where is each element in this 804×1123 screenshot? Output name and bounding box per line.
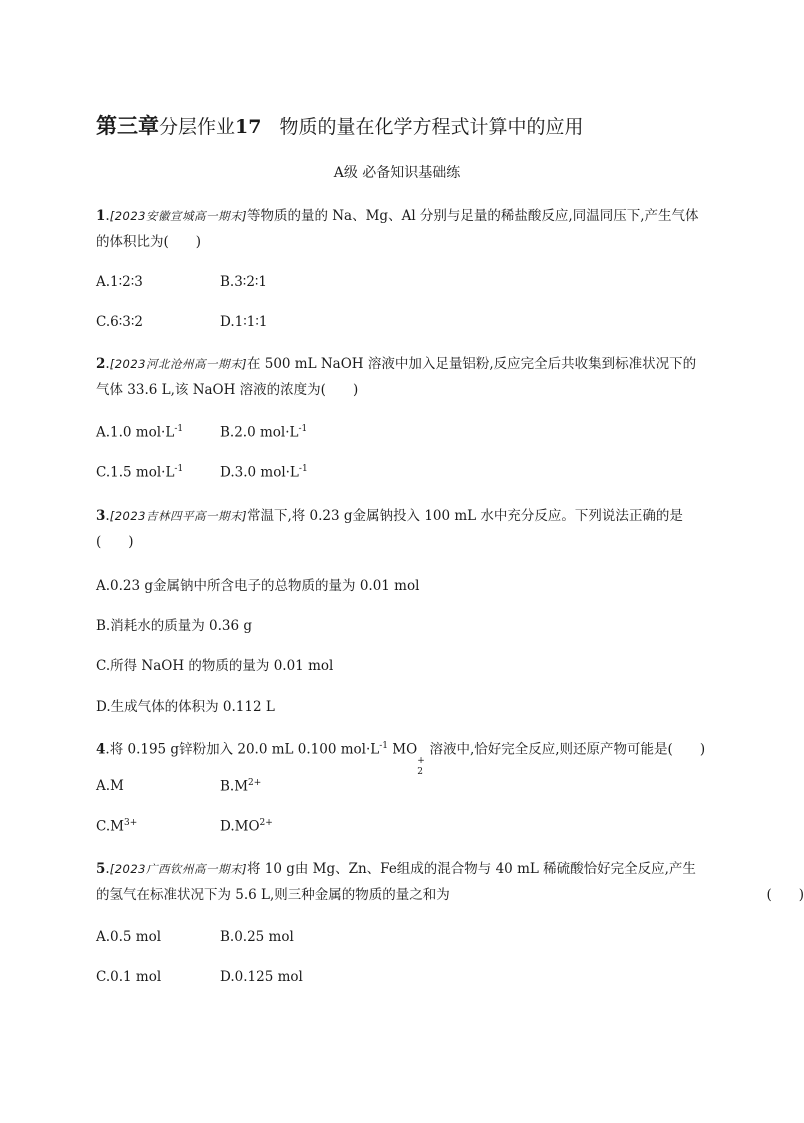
section-heading: A级 必备知识基础练 bbox=[333, 165, 461, 181]
option-d[interactable]: D.生成气体的体积为 0.112 L bbox=[96, 699, 275, 715]
option-b[interactable]: B.2.0 $mol\cdot L^{-1}$ bbox=[220, 424, 308, 441]
layer-label: 分层作业 bbox=[159, 116, 236, 138]
question-2: 2.[2023河北沧州高一期末]在 500 mL NaOH 溶液中加入足量铝粉,反应完全后共收集到标准状况下的气体 33.6 L,该 NaOH 溶液的浓度为( ) bbox=[96, 356, 697, 398]
question-3: 3.[2023吉林四平高一期末]常温下,将 0.23 g金属钠投入 100 mL 水中充分反应。下列说法正确的是( ) bbox=[96, 508, 683, 550]
option-d[interactable]: D.0.125 mol bbox=[220, 969, 303, 985]
option-c[interactable]: C.所得 NaOH 的物质的量为 0.01 mol bbox=[96, 658, 334, 674]
ion-formula: MO bbox=[388, 741, 418, 758]
question-source: [2023吉林四平高一期末] bbox=[109, 509, 247, 523]
question-text: 将 10 g由 Mg、Zn、Fe组成的混合物与 40 mL 稀硫酸恰好完全反应,产生的氢气在标准状况下为 5.6 L,则三种金属的物质的量之和为 bbox=[96, 861, 696, 903]
question-1: 1.[2023安徽宣城高一期末]等物质的量的 Na、Mg、Al 分别与足量的稀盐酸反应,同温同压下,产生气体的体积比为( ) bbox=[96, 208, 699, 250]
answer-paren: ( ) bbox=[766, 887, 804, 903]
chapter-label: 第三章 bbox=[96, 113, 159, 138]
option-d[interactable]: D.3.0 $mol\cdot L^{-1}$ bbox=[220, 464, 308, 481]
option-a[interactable]: A.0.5 mol bbox=[96, 929, 162, 945]
question-text: 在 500 mL NaOH 溶液中加入足量铝粉,反应完全后共收集到标准状况下的气体 33.6 L,该 NaOH 溶液的浓度为( ) bbox=[96, 356, 697, 398]
question-source: [2023河北沧州高一期末] bbox=[109, 357, 247, 371]
option-d[interactable]: D.1∶1∶1 bbox=[220, 314, 268, 330]
question-number: 1 bbox=[96, 208, 106, 224]
option-c[interactable]: C.6∶3∶2 bbox=[96, 314, 143, 330]
question-source: [2023广西钦州高一期末] bbox=[109, 862, 247, 876]
option-a[interactable]: A.M bbox=[96, 778, 124, 794]
question-number: 4 bbox=[96, 741, 106, 758]
option-b[interactable]: $B.M^{2+}$ bbox=[220, 778, 262, 795]
question-text-part-2: 溶液中,恰好完全反应,则还原产物可能是( ) bbox=[425, 741, 706, 758]
option-b[interactable]: B.0.25 mol bbox=[220, 929, 294, 945]
question-text: 常温下,将 0.23 g金属钠投入 100 mL 水中充分反应。下列说法正确的是( ) bbox=[96, 508, 683, 550]
page-title bbox=[96, 110, 583, 140]
option-b[interactable]: B.消耗水的质量为 0.36 g bbox=[96, 618, 252, 634]
question-number: 2 bbox=[96, 356, 106, 372]
question-source: [2023安徽宣城高一期末] bbox=[109, 209, 247, 223]
option-c[interactable]: C.0.1 mol bbox=[96, 969, 162, 985]
topic-title: 物质的量在化学方程式计算中的应用 bbox=[279, 116, 584, 138]
question-4: 4.将 0.195 g锌粉加入 20.0 mL 0.100 $mol\cdot L^{-1}$ MO + 2 溶液中,恰好完全反应,则还原产物可能是( ) bbox=[96, 741, 706, 777]
option-b[interactable]: B.3∶2∶1 bbox=[220, 274, 268, 290]
option-c[interactable]: $C.M^{3+}$ bbox=[96, 818, 138, 835]
option-a[interactable]: A.1∶2∶3 bbox=[96, 274, 143, 290]
question-number: 3 bbox=[96, 508, 106, 524]
option-a[interactable]: A.1.0 $mol\cdot L^{-1}$ bbox=[96, 424, 184, 441]
option-a[interactable]: A.0.23 g金属钠中所含电子的总物质的量为 0.01 mol bbox=[96, 578, 420, 594]
unit-superscript: -1 bbox=[379, 741, 388, 751]
question-text-part-1: 将 0.195 g锌粉加入 20.0 mL 0.100 mol·L bbox=[109, 741, 380, 758]
option-c[interactable]: C.1.5 $mol\cdot L^{-1}$ bbox=[96, 464, 184, 481]
option-d[interactable]: $D.MO^{2+}$ bbox=[220, 818, 273, 835]
question-text: 等物质的量的 Na、Mg、Al 分别与足量的稀盐酸反应,同温同压下,产生气体的体积比为( ) bbox=[96, 208, 699, 250]
question-number: 5 bbox=[96, 861, 106, 877]
question-5: 5.[2023广西钦州高一期末]将 10 g由 Mg、Zn、Fe组成的混合物与 40 mL 稀硫酸恰好完全反应,产生的氢气在标准状况下为 5.6 L,则三种金属的物质的量之和为 ( ) bbox=[96, 856, 706, 908]
assignment-number: 17 bbox=[235, 116, 262, 138]
